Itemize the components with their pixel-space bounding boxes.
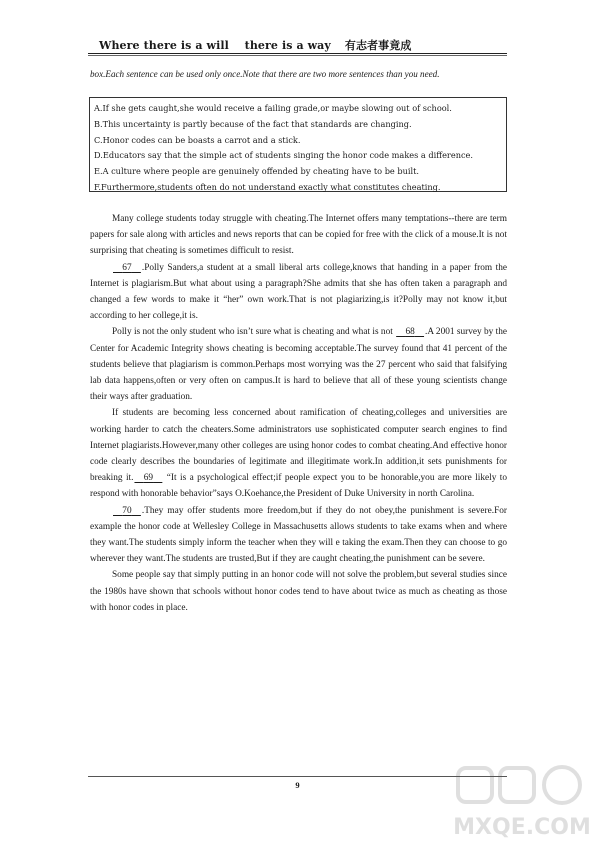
header-divider-thin (88, 55, 507, 56)
blank-67: 67 (122, 262, 132, 273)
header-motto: Where there is a will there is a way (99, 39, 331, 52)
header-motto-chinese: 有志者事竟成 (344, 39, 412, 52)
footer-divider (88, 776, 507, 777)
paragraph-5 (90, 503, 507, 568)
option-d: D.Educators say that the simple act of students singing the honor code makes a difference. (94, 150, 473, 161)
watermark-icon (452, 764, 592, 842)
option-f: F.Furthermore,students often do not understand exactly what constitutes cheating. (94, 181, 441, 192)
paragraph-1: Many college students today struggle with cheating.The Internet offers many temptations--there are term papers for sale along with articles and news reports that can be copied for free with the click of a mouse.It is not surprising that cheating is sometimes difficult to resist. (90, 214, 507, 257)
option-c: C.Honor codes can be boasts a carrot and a stick. (94, 134, 301, 145)
blank-69: 69 (143, 473, 154, 484)
svg-text:MXQE.COM: MXQE.COM (453, 815, 591, 840)
paragraph-6: Some people say that simply putting in an honor code will not solve the problem,but several studies since the 1980s have shown that schools without honor codes tend to have about twice as much as cheating as those with honor codes in place. (90, 570, 507, 613)
paragraph-4-text-b: “It is a psychological effect;if people expect you to be honorable,you are more likely to respond with honorable behavior”says O.Koehance,the President of Duke University in north Carolina. (90, 473, 508, 500)
paragraph-3 (90, 324, 507, 405)
paragraph-3-text-b: .A 2001 survey by the Center for Academic Integrity shows cheating is becoming acceptable.The survey found that 41 percent of the students believe that plagiarism is common.Perhaps most worrying was the 27 percent who said that falsifying lab data happens,often or very often on campus.It is hard to believe that all of these young scientists change their ways after graduation. (90, 327, 507, 403)
options-box (89, 97, 507, 192)
paragraph-4-text-a: If students are becoming less concerned about ramification of cheating,colleges and universities are working harder to catch the cheaters.Some administrators use sophisticated computer search engines to find Internet plagiarists.However,many other colleges are using honor codes to combat cheating.And effective honor code clearly describes the boundaries of legitimate and illegitimate work.In addition,it sets punishments for breaking it. (90, 408, 507, 484)
paragraph-5-text: .They may offer students more freedom,but if they do not obey,the punishment is severe.For example the honor code at Wellesley College in Massachusetts allows students to take exams when and where they want.The students simply inform the teacher when they will e taking the exam.Then they can choose to go wherever they want.The students are trusted,But if they are caught cheating,the punishment can be severe. (90, 505, 507, 565)
header-divider (88, 53, 507, 54)
page-header (99, 37, 411, 53)
blank-70: 70 (122, 505, 132, 516)
watermark-logo (452, 764, 592, 842)
paragraph-3-text-a: Polly is not the only student who isn’t sure what is cheating and what is not (112, 327, 393, 338)
paragraph-2-text: .Polly Sanders,a student at a small liberal arts college,knows that handing in a paper from the Internet is plagiarism.But what about using a paragraph?She admits that she has often taken a paragraph and changed a few words to make it “her” own work.That is not plagiarizing,is it?Polly may not know it,but according to her college,it is. (90, 262, 507, 322)
option-b: B.This uncertainty is partly because of the fact that standards are changing. (94, 118, 412, 129)
paragraph-2 (90, 260, 507, 325)
option-a: A.If she gets caught,she would receive a failing grade,or maybe slowing out of school. (94, 103, 452, 113)
blank-68: 68 (405, 327, 415, 338)
instruction-text: box.Each sentence can be used only once.Note that there are two more sentences than you need. (90, 69, 440, 79)
article-body (90, 211, 507, 616)
page-number: 9 (295, 780, 300, 790)
option-e: E.A culture where people are genuinely offended by cheating have to be built. (94, 166, 420, 177)
paragraph-4 (90, 405, 507, 502)
